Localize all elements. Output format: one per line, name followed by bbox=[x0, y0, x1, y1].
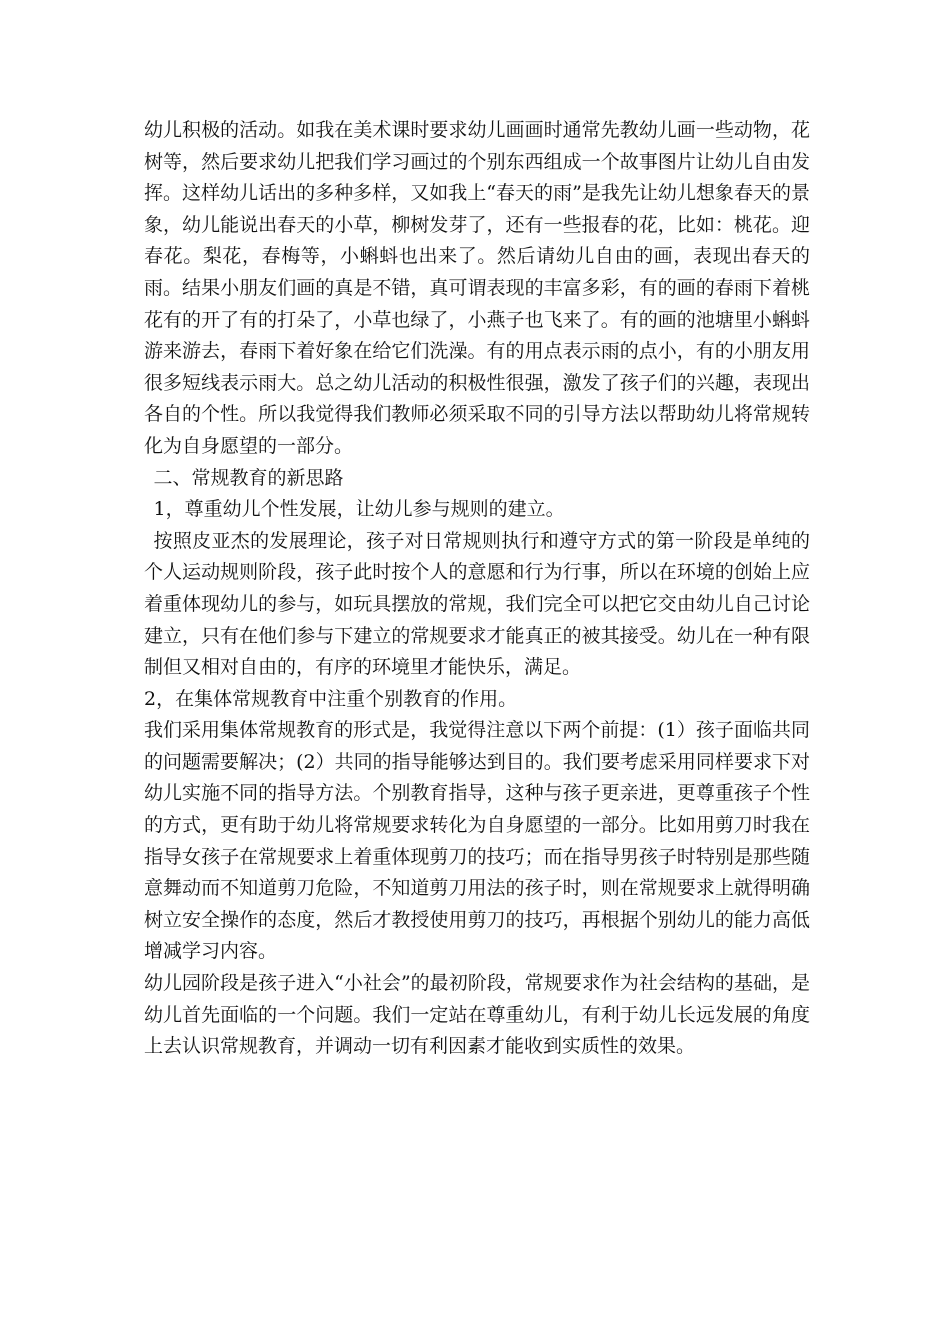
section-heading: 二、常规教育的新思路 bbox=[153, 466, 344, 489]
subheading-2: 2，在集体常规教育中注重个别教育的作用。 bbox=[144, 687, 518, 710]
subheading-1: 1，尊重幼儿个性发展，让幼儿参与规则的建立。 bbox=[153, 498, 565, 521]
paragraph-conclusion: 幼儿园阶段是孩子进入“小社会”的最初阶段，常规要求作为社会结构的基础，是幼儿首先面临的一个问题。我们一定站在尊重幼儿，有利于幼儿长远发展的角度上去认识常规教育，并调动一切有利因素才能收到实质性的效果。 bbox=[144, 972, 810, 1058]
paragraph-piaget: 按照皮亚杰的发展理论，孩子对日常规则执行和遵守方式的第一阶段是单纯的个人运动规则阶段，孩子此时按个人的意愿和行为行事，所以在环境的创始上应着重体现幼儿的参与，如玩具摆放的常规，我们完全可以把它交由幼儿自己讨论建立，只有在他们参与下建立的常规要求才能真正的被其接受。幼儿在一种有限制但又相对自由的，有序的环境里才能快乐，满足。 bbox=[144, 529, 810, 679]
paragraph-individual-guidance: 我们采用集体常规教育的形式是，我觉得注意以下两个前提：(1）孩子面临共同的问题需要解决；(2）共同的指导能够达到目的。我们要考虑采用同样要求下对幼儿实施不同的指导方法。个别教育指导，这种与孩子更亲进，更尊重孩子个性的方式，更有助于幼儿将常规要求转化为自身愿望的一部分。比如用剪刀时我在指导女孩子在常规要求上着重体现剪刀的技巧；而在指导男孩子时特别是那些随意舞动而不知道剪刀危险，不知道剪刀用法的孩子时，则在常规要求上就得明确树立安全操作的态度，然后才教授使用剪刀的技巧，再根据个别幼儿的能力高低增减学习内容。 bbox=[144, 719, 810, 963]
document-body bbox=[144, 115, 810, 1063]
paragraph-intro: 幼儿积极的活动。如我在美术课时要求幼儿画画时通常先教幼儿画一些动物，花树等，然后要求幼儿把我们学习画过的个别东西组成一个故事图片让幼儿自由发挥。这样幼儿话出的多种多样，又如我上“春天的雨”是我先让幼儿想象春天的景象，幼儿能说出春天的小草，柳树发芽了，还有一些报春的花，比如：桃花。迎春花。梨花，春梅等，小蝌蚪也出来了。然后请幼儿自由的画，表现出春天的雨。结果小朋友们画的真是不错，真可谓表现的丰富多彩，有的画的春雨下着桃花有的开了有的打朵了，小草也绿了，小燕子也飞来了。有的画的池塘里小蝌蚪游来游去，春雨下着好象在给它们洗澡。有的用点表示雨的点小，有的小朋友用很多短线表示雨大。总之幼儿活动的积极性很强，激发了孩子们的兴趣，表现出各自的个性。所以我觉得我们教师必须采取不同的引导方法以帮助幼儿将常规转化为自身愿望的一部分。 bbox=[144, 119, 810, 457]
